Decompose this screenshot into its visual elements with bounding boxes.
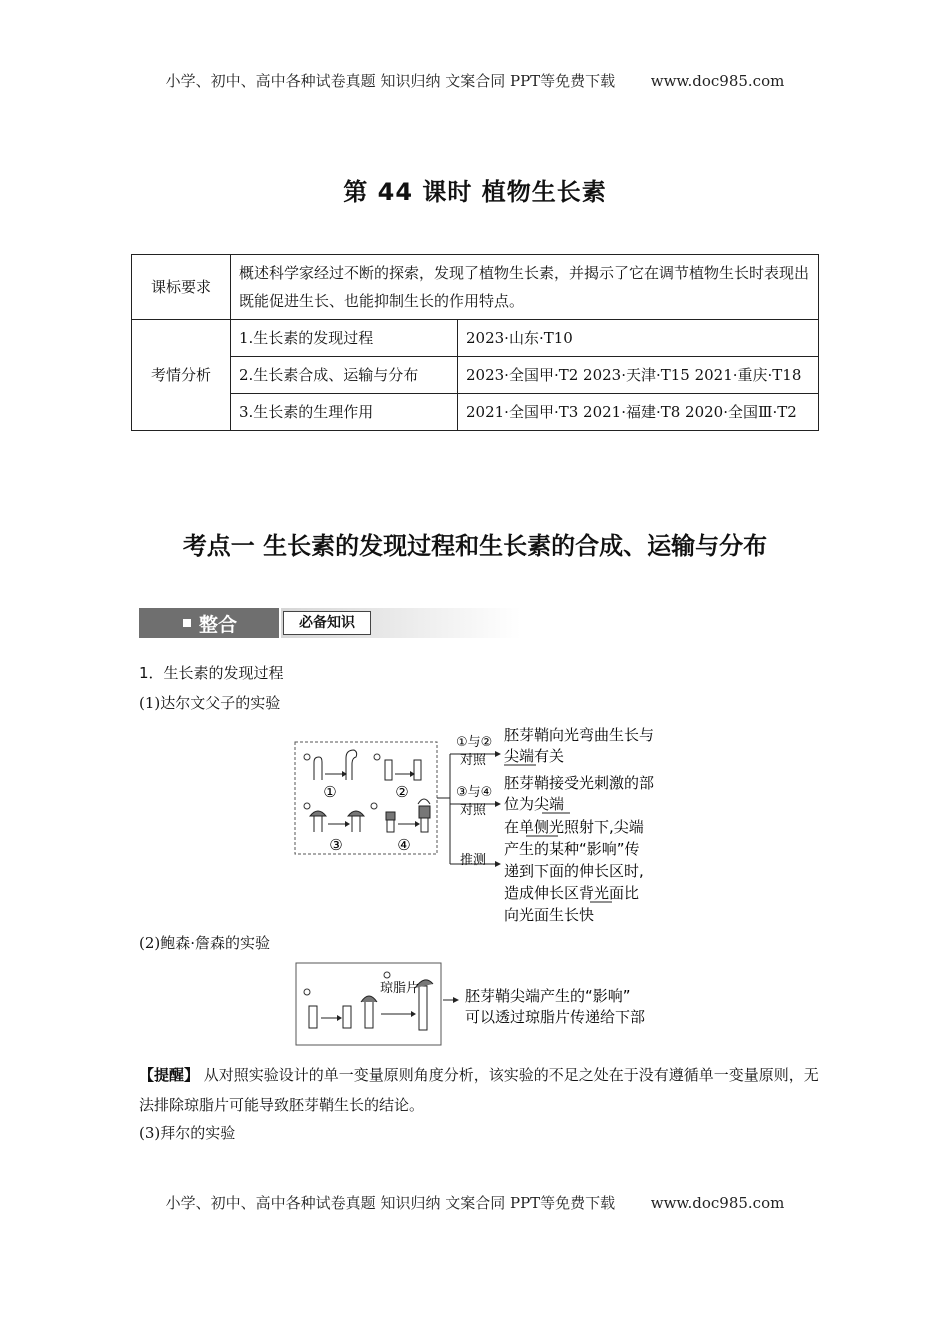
boysen-jensen-figure: [295, 962, 665, 1048]
topic-cell: 2.生长素合成、运输与分布: [231, 357, 458, 394]
darwin-experiment-figure: [290, 724, 670, 924]
footer-text: 小学、初中、高中各种试卷真题 知识归纳 文案合同 PPT等免费下载: [165, 1194, 616, 1212]
header-text: 小学、初中、高中各种试卷真题 知识归纳 文案合同 PPT等免费下载: [165, 72, 616, 90]
coleoptile-3: [310, 811, 364, 832]
page-header: [0, 70, 950, 91]
coleoptile-4: [386, 799, 430, 832]
coleoptile-2: [385, 760, 421, 780]
inference-line: 递到下面的伸长区时,: [504, 862, 644, 880]
refs-cell: 2021·全国甲·T3 2021·福建·T8 2020·全国Ⅲ·T2: [458, 394, 819, 431]
sub-heading: (3)拜尔的实验: [139, 1124, 236, 1142]
req-text: 概述科学家经过不断的探索，发现了植物生长素，并揭示了它在调节植物生长时表现出既能促进生长、也能抑制生长的作用特点。: [231, 255, 819, 320]
item-heading: 1．生长素的发现过程: [139, 664, 284, 682]
agar-label: 琼脂片: [380, 981, 420, 996]
sun-icon: [304, 972, 390, 995]
tag-1-2: ①与②: [456, 735, 493, 750]
section-title: 考点一 生长素的发现过程和生长素的合成、运输与分布: [182, 532, 768, 560]
refs-cell: 2023·山东·T10: [458, 320, 819, 357]
inference-line: 产生的某种“影响”传: [504, 840, 640, 858]
tag-duizhao: 对照: [460, 803, 487, 818]
sub-heading: (2)鲍森·詹森的实验: [139, 934, 271, 952]
label-2: ②: [395, 783, 409, 801]
knowledge-banner: [139, 608, 521, 638]
fig2-conclusion-1: 胚芽鞘尖端产生的“影响”: [465, 987, 631, 1005]
conclusion-1a: 胚芽鞘向光弯曲生长与: [504, 726, 655, 744]
label-1: ①: [323, 783, 337, 801]
inference-line: 在单侧光照射下,尖端: [504, 818, 644, 836]
tag-3-4: ③与④: [456, 785, 493, 800]
page-title: 第 44 课时 植物生长素: [343, 178, 607, 206]
refs-cell: 2023·全国甲·T2 2023·天津·T15 2021·重庆·T18: [458, 357, 819, 394]
note-tag: 【提醒】: [139, 1066, 200, 1084]
square-icon: [183, 619, 191, 627]
tag-duizhao: 对照: [460, 753, 487, 768]
topic-cell: 3.生长素的生理作用: [231, 394, 458, 431]
label-4: ④: [397, 836, 411, 854]
banner-main: [139, 608, 279, 638]
req-label: 课标要求: [132, 255, 231, 320]
banner-sub-label: 必备知识: [283, 611, 371, 635]
note-text: 从对照实验设计的单一变量原则角度分析，该实验的不足之处在于没有遵循单一变量原则，无法排除琼脂片可能导致胚芽鞘生长的结论。: [139, 1066, 819, 1114]
label-3: ③: [329, 836, 343, 854]
fig2-conclusion-2: 可以透过琼脂片传递给下部: [465, 1008, 646, 1026]
topic-cell: 1.生长素的发现过程: [231, 320, 458, 357]
requirements-table: [131, 254, 819, 431]
coleoptile-1: [314, 750, 357, 780]
conclusion-2b: 位为尖端: [504, 795, 565, 813]
conclusion-2a: 胚芽鞘接受光刺激的部: [504, 774, 655, 792]
tag-tuice: 推测: [460, 853, 487, 868]
banner-main-label: 整合: [199, 614, 238, 636]
conclusion-1b: 尖端有关: [504, 747, 565, 765]
inference-line: 向光面生长快: [504, 906, 595, 924]
reminder-note: [139, 1060, 829, 1120]
page-footer: [0, 1192, 950, 1213]
inference-line: 造成伸长区背光面比: [504, 884, 640, 902]
exam-label: 考情分析: [132, 320, 231, 431]
header-url[interactable]: www.doc985.com: [650, 72, 785, 90]
footer-url[interactable]: www.doc985.com: [650, 1194, 785, 1212]
sub-heading: (1)达尔文父子的实验: [139, 694, 281, 712]
